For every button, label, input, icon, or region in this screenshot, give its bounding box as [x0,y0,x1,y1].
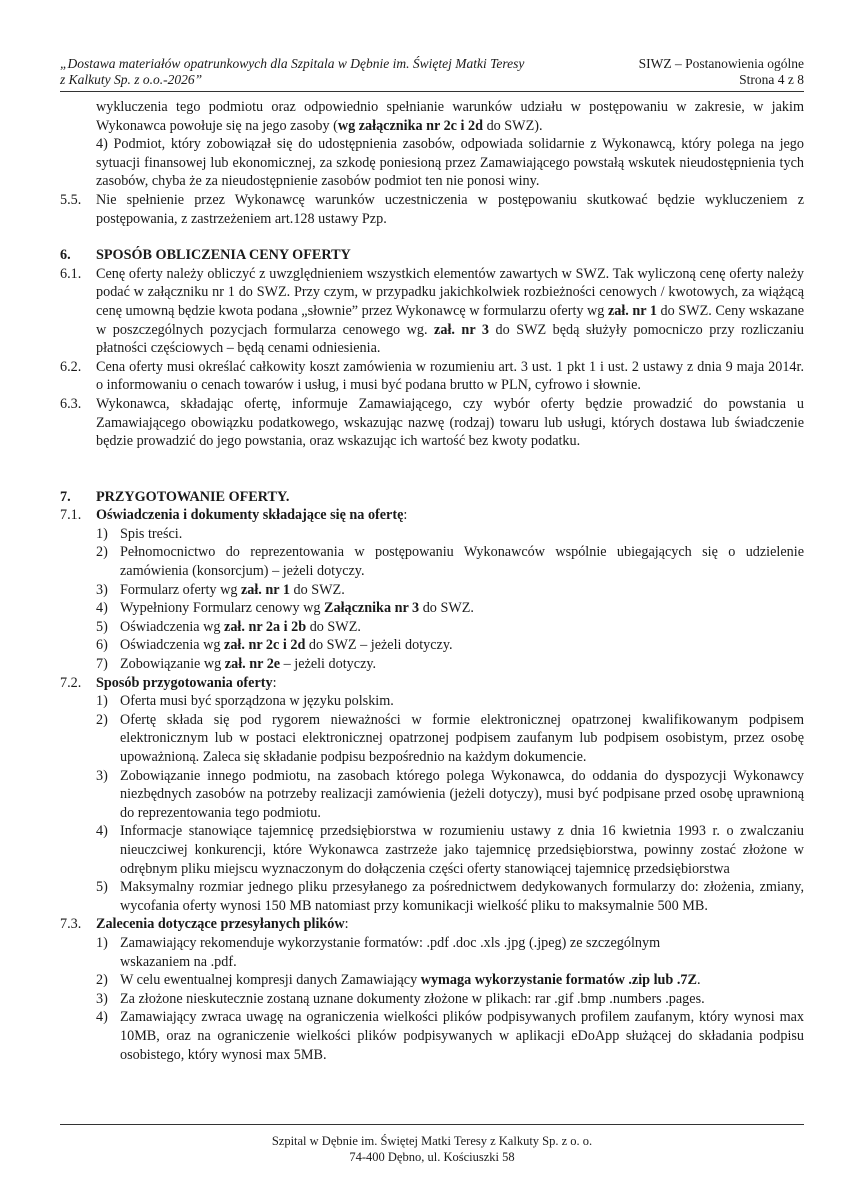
item-text: Maksymalny rozmiar jednego pliku przesyłanego za pośrednictwem dedykowanych formularzy do: złożenia, zmiany, wycofania oferty wynosi 150 MB natomiast przy komunikacji wielkość pliku to maksymalnie 500 MB. [120,879,804,914]
text: Formularz oferty wg [120,581,241,598]
section-number: 6. [60,247,71,264]
header-title-line2: z Kalkuty Sp. z o.o.-2026” [60,72,203,87]
subsection-title: Oświadczenia i dokumenty składające się na ofertę: [96,507,408,524]
subsection-7-1 [60,506,804,525]
text: wskazaniem na .pdf. [120,953,237,970]
item-text: Ofertę składa się pod rygorem nieważności w formie elektronicznej opatrzonej kwalifikowanym podpisem elektronicznym lub w postaci elektronicznej opatrzonej podpisem zaufanym lub podpisem osobistym, przez osobę upoważnioną. Zaleca się składanie podpisu bezpośrednio na każdym dokumencie. [120,711,804,765]
subsection-7-3 [60,915,804,934]
text: do SWZ będą służyły pomocniczo przy rozliczaniu płatności częściowych – będą cenami odniesienia. [96,321,805,357]
list-item [60,655,804,674]
bold-ref: zał. nr 2c i 2d [224,637,306,654]
text: Cenę oferty należy obliczyć z uwzględnieniem wszystkich elementów zawartych w SWZ. Tak wyliczoną cenę oferty należy podać w załączniku nr 1 do SWZ. Przy czym, w przypadku jakichkolwiek rozbieżności cenowych / kwotowych, za wiążącą cenę umowną będzie kwota podana „słownie” przez Wykonawcę w formularzu oferty wg [96,265,804,319]
list-item [60,525,804,544]
item-text [120,599,804,618]
item-number: 1) [96,525,108,542]
item-text [120,655,804,674]
section-6-heading [60,246,804,265]
item-number: 3) [96,581,108,598]
header-divider [60,91,804,92]
item-text: Wykonawca, składając ofertę, informuje Zamawiającego, czy wybór oferty będzie prowadzić do powstania u Zamawiającego obowiązku podatkowego, wskazując nazwę (rodzaj) towaru lub usługi, których dostawa lub świadczenie będzie prowadzić do jego powstania, oraz wskazując ich wartość bez kwoty podatku. [96,395,804,450]
bold-title: Zalecenia dotyczące przesyłanych plików [96,916,345,933]
list-item [60,692,804,711]
header-meta [639,56,804,88]
item-text [120,525,804,544]
item-number: 2) [96,972,108,989]
item-text [120,934,804,971]
paragraph-6-1 [60,265,804,358]
document-body [60,98,804,1064]
text: Oświadczenia wg [120,618,225,635]
item-text [120,990,804,1009]
text: Pełnomocnictwo do reprezentowania w postępowaniu Wykonawców wspólnie ubiegających się o udzielenie zamówienia (konsorcjum) – jeżeli dotyczy. [120,544,804,580]
list-item [60,581,804,600]
item-text [120,581,804,600]
text: Wypełniony Formularz cenowy wg [120,600,325,617]
text: Zobowiązanie wg [120,656,225,673]
item-text [96,265,804,358]
page-footer [60,1133,804,1165]
text: Oświadczenia wg [120,637,225,654]
bold-ref: zał. nr 3 [434,321,489,338]
item-text [120,636,804,655]
list-item [60,990,804,1009]
paragraph-4: 4) Podmiot, który zobowiązał się do udostępnienia zasobów, odpowiada solidarnie z Wykonawcą, który polega na jego sytuacji finansowej lub ekonomicznej, za szkodę poniesioną przez Zamawiającego powstałą wskutek nieudostępnienia tych zasobów, chyba że za nieudostępnienie zasobów podmiot ten nie ponosi winy. [96,136,804,190]
paragraph-6-3 [60,395,804,451]
text: do SWZ – jeżeli dotyczy. [305,637,453,654]
bold-ref: zał. nr 1 [240,581,290,598]
text: do SWZ. [419,600,474,617]
text: Za złożone nieskutecznie zostaną uznane dokumenty złożone w plikach: rar .gif .bmp .numbers .pages. [120,990,705,1007]
list-item [60,599,804,618]
item-number: 7.2. [60,674,82,691]
footer-divider [60,1124,804,1125]
item-number: 2) [96,544,108,561]
text: do SWZ. Ceny wskazane w poszczególnych pozycjach formularza cenowego wg. [96,302,804,338]
item-number: 6.3. [60,395,82,412]
text: . [696,972,701,989]
list-item [60,618,804,637]
item-number: 7.3. [60,916,82,933]
list-item [60,767,804,823]
header-section: SIWZ – Postanowienia ogólne [638,56,804,71]
item-text: Oferta musi być sporządzona w języku polskim. [120,693,394,710]
subsection-7-2 [60,674,804,693]
subsection-title: Zalecenia dotyczące przesyłanych plików: [96,916,349,933]
bold-title: Oświadczenia i dokumenty składające się na ofertę [96,507,404,524]
page-number: Strona 4 z 8 [739,72,804,87]
item-number: 4) [96,1009,108,1026]
item-text [120,971,804,990]
text: do SWZ. [306,618,361,635]
item-text: Nie spełnienie przez Wykonawcę warunków uczestniczenia w postępowaniu skutkować będzie wykluczeniem z postępowania, z zastrzeżeniem art.128 ustawy Pzp. [96,191,804,227]
paragraph-5-5 [60,191,804,228]
list-item [60,636,804,655]
item-number: 3) [96,990,108,1007]
continuation-paragraph [60,98,804,135]
section-7-heading [60,488,804,507]
item-number: 3) [96,767,108,784]
item-number: 1) [96,934,108,951]
item-number: 7.1. [60,507,82,524]
item-number: 5) [96,618,108,635]
text: – jeżeli dotyczy. [280,656,377,673]
item-number: 7) [96,656,108,673]
text: Zamawiający zwraca uwagę na ograniczenia wielkości plików podpisywanych profilem zaufanym, który wynosi max 10MB, oraz na ograniczenie wielkości plików podpisywanych w aplikacji eDoApp służącej do składania podpisu osobistego, który wynosi max 5MB. [120,1009,804,1063]
section-title: SPOSÓB OBLICZENIA CENY OFERTY [96,247,351,264]
bold-title: Sposób przygotowania oferty [96,674,273,691]
section-number: 7. [60,488,71,505]
item-text: Cena oferty musi określać całkowity koszt zamówienia w rozumieniu art. 3 ust. 1 pkt 1 i ust. 2 ustawy z dnia 9 maja 2014r. o informowaniu o cenach towarów i usług, i musi być podana brutto w PLN, cyfrowo i słownie. [96,358,804,394]
text: wykluczenia tego podmiotu oraz odpowiednio spełnianie warunków udziału w postępowaniu w zakresie, w jakim Wykonawca powołuje się na jego zasoby ( [96,99,804,134]
list-item [60,971,804,990]
footer-address: 74-400 Dębno, ul. Kościuszki 58 [349,1150,515,1164]
section-title: PRZYGOTOWANIE OFERTY. [96,488,290,505]
subsection-title: Sposób przygotowania oferty: [96,674,277,691]
item-number: 4) [96,600,108,617]
list-item [60,934,804,971]
bold-ref: Załącznika nr 3 [324,600,420,617]
list-item [60,711,804,767]
list-item [60,1008,804,1064]
list-item [60,822,804,878]
text: do SWZ). [483,117,543,134]
text: W celu ewentualnej kompresji danych Zamawiający [120,972,421,989]
item-text [120,1008,804,1064]
bold-ref: zał. nr 1 [607,302,657,319]
paragraph-6-2 [60,358,804,395]
item-number: 6) [96,637,108,654]
item-text [120,618,804,637]
text: do SWZ. [289,581,345,598]
item-number: 6.1. [60,265,82,282]
text: Zamawiający rekomenduje wykorzystanie formatów: .pdf .doc .xls .jpg (.jpeg) ze szczególnym [120,934,661,951]
bold-ref: zał. nr 2a i 2b [224,618,307,635]
bold-ref: zał. nr 2e [224,656,281,673]
header-title [60,56,580,88]
header-title-line1: „Dostawa materiałów opatrunkowych dla Szpitala w Dębnie im. Świętej Matki Teresy [60,56,525,71]
item-number: 2) [96,711,108,728]
item-number: 6.2. [60,358,82,375]
item-number: 1) [96,693,108,710]
list-item [60,543,804,580]
bold-ref: wymaga wykorzystanie formatów .zip lub .7Z [420,972,697,989]
text: Spis treści. [120,525,183,542]
item-number: 5) [96,879,108,896]
list-item [60,878,804,915]
item-text: Informacje stanowiące tajemnicę przedsiębiorstwa w rozumieniu ustawy z dnia 16 kwietnia 1993 r. o zwalczaniu nieuczciwej konkurencji, które Wykonawca zastrzeże jako tajemnicę przedsiębiorstwa, powinny zostać złożone w odrębnym pliku miejscu wyznaczonym do dołączenia części oferty stanowiącej tajemnicę przedsiębiorstwa [120,823,804,877]
item-number: 5.5. [60,191,82,208]
item-text: Zobowiązanie innego podmiotu, na zasobach którego polega Wykonawca, do oddania do dyspozycji Wykonawcy niezbędnych zasobów na potrzeby realizacji zamówienia (jeżeli dotyczy), musi być podpisane przed osobę uprawnioną do reprezentowania tego podmiotu. [120,767,804,821]
item-number: 4) [96,823,108,840]
item-text [120,543,804,580]
footer-company: Szpital w Dębnie im. Świętej Matki Teresy z Kalkuty Sp. z o. o. [271,1134,593,1148]
bold-ref: wg załącznika nr 2c i 2d [337,117,484,134]
